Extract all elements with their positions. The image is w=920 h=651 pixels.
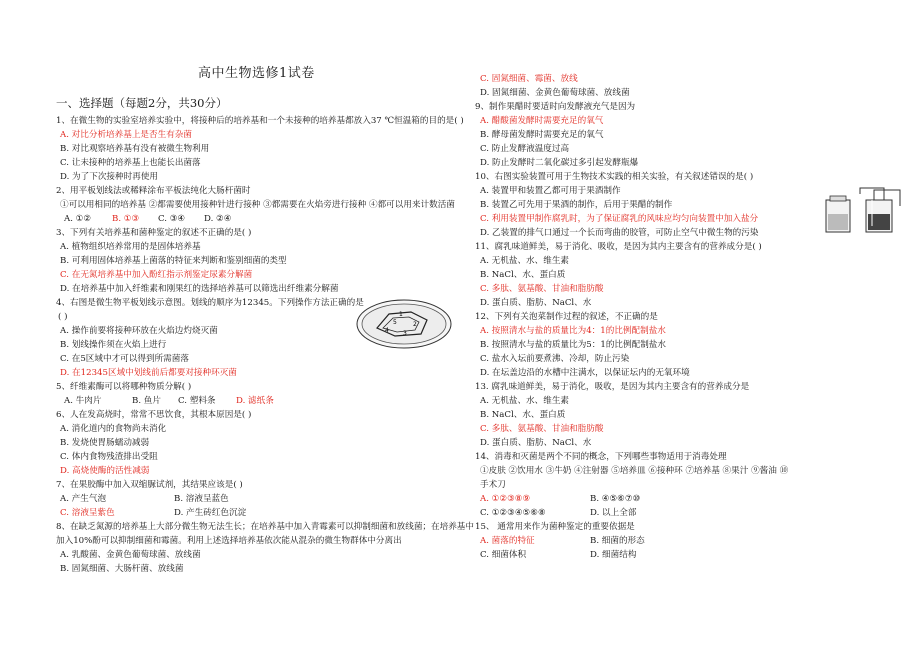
q10-option-b: B. 装置乙可先用于果酒的制作，后用于果醋的制作 (480, 200, 673, 210)
q7-option-c: C. 溶液呈紫色 (60, 508, 115, 518)
q6-stem: 6、人在发高烧时，常常不思饮食，其根本原因是( ) (56, 410, 252, 420)
q8-option-b: B. 固氮细菌、大肠杆菌、放线菌 (60, 564, 184, 574)
q5-option-a: A. 牛肉片 (64, 396, 102, 406)
q4-option-d: D. 在12345区域中划线前后都要对接种环灭菌 (60, 368, 237, 378)
q2-option-b: B. ①③ (112, 214, 140, 224)
q1-option-c: C. 让未接种的培养基上也能长出菌落 (60, 158, 201, 168)
section-heading: 一、选择题（每题2分，共30分） (56, 96, 228, 110)
q6-option-a: A. 消化道内的食物尚未消化 (60, 424, 167, 434)
page-title: 高中生物选修1试卷 (198, 66, 315, 81)
q6-option-d: D. 高烧使酶的活性减弱 (60, 466, 150, 476)
q12-option-b: B. 按照清水与盐的质量比为5：1的比例配制盐水 (480, 340, 666, 350)
q9-option-c: C. 防止发酵液温度过高 (480, 144, 570, 154)
q13-option-b: B. NaCl、水、蛋白质 (480, 410, 566, 420)
q8-option-d: D. 固氮细菌、金黄色葡萄球菌、放线菌 (480, 88, 630, 98)
fermentation-apparatus-figure (822, 186, 906, 236)
q8-stem-2: 加入10%酚可以抑制细菌和霉菌。利用上述选择培养基依次能从混杂的微生物群体中分离出 (56, 536, 402, 546)
bottle-jia-lid (830, 196, 846, 201)
q10-option-c: C. 利用装置甲制作腐乳时，为了保证腐乳的风味应均匀向装置中加入盐分 (480, 214, 759, 224)
q5-option-c: C. 塑料条 (178, 396, 216, 406)
q11-option-c: C. 多肽、氨基酸、甘油和脂肪酸 (480, 284, 604, 294)
q1-option-b: B. 对比观察培养基有没有被微生物利用 (60, 144, 210, 154)
q6-option-b: B. 发烧使胃肠蠕动减弱 (60, 438, 150, 448)
q9-option-b: B. 酵母菌发酵时需要充足的氧气 (480, 130, 604, 140)
q11-option-a: A. 无机盐、水、维生素 (480, 256, 570, 266)
q9-stem: 9、制作果醋时要适时向发酵液充气是因为 (475, 102, 636, 112)
q13-option-d: D. 蛋白质、脂肪、NaCl、水 (480, 438, 592, 448)
q2-statements: ①可以用相同的培养基 ②都需要使用接种针进行接种 ③都需要在火焰旁进行接种 ④都可以用来计数活菌 (60, 200, 455, 210)
q4-option-a: A. 操作前要将接种环放在火焰边灼烧灭菌 (60, 326, 218, 336)
q4-option-c: C. 在5区域中才可以得到所需菌落 (60, 354, 189, 364)
q13-option-c: C. 多肽、氨基酸、甘油和脂肪酸 (480, 424, 604, 434)
q5-option-b: B. 鱼片 (132, 396, 161, 406)
q14-items: ①皮肤 ②饮用水 ③牛奶 ④注射器 ⑤培养皿 ⑥接种环 ⑦培养基 ⑧果汁 ⑨酱油 ⑩ (480, 466, 789, 476)
q2-option-a: A. ①② (64, 214, 92, 224)
q4-paren: ( ) (58, 312, 68, 322)
q11-stem: 11、腐乳味道鲜美，易于消化、吸收，是因为其内主要含有的营养成分是( ) (475, 242, 762, 252)
q14-option-d: D. 以上全部 (590, 508, 637, 518)
region-label-3: 3 (403, 330, 407, 337)
q15-option-a: A. 菌落的特征 (480, 536, 535, 546)
q4-stem: 4、右图是微生物平板划线示意图。划线的顺序为12345。下列操作方法正确的是 (56, 298, 364, 308)
q1-option-a: A. 对比分析培养基上是否生有杂菌 (60, 130, 192, 140)
q10-option-a: A. 装置甲和装置乙都可用于果酒制作 (480, 186, 621, 196)
q12-stem: 12、下列有关泡菜制作过程的叙述，不正确的是 (475, 312, 658, 322)
q9-option-a: A. 醋酸菌发酵时需要充足的氧气 (480, 116, 604, 126)
q1-option-d: D. 为了下次接种时再使用 (60, 172, 158, 182)
q7-stem: 7、在果胶酶中加入双缩脲试剂，其结果应该是( ) (56, 480, 243, 490)
q3-option-b: B. 可利用固体培养基上菌落的特征来判断和鉴别细菌的类型 (60, 256, 287, 266)
region-label-2: 2 (413, 321, 417, 328)
q6-option-c: C. 体内食物残渣排出受阻 (60, 452, 158, 462)
region-label-4: 4 (385, 327, 389, 334)
q13-stem: 13. 腐乳味道鲜美，易于消化，吸收，是因为其内主要含有的营养成分是 (475, 382, 750, 392)
q2-stem: 2、用平板划线法或稀释涂布平板法纯化大肠杆菌时 (56, 186, 251, 196)
region-label-5: 5 (393, 319, 397, 326)
q7-option-a: A. 产生气泡 (60, 494, 107, 504)
q14-option-c: C. ①②③④⑤⑥⑧ (480, 508, 546, 518)
q3-option-c: C. 在无氮培养基中加入酚红指示剂鉴定尿素分解菌 (60, 270, 253, 280)
bottle-yi-liquid (868, 214, 890, 230)
q13-option-a: A. 无机盐、水、维生素 (480, 396, 570, 406)
q8-option-c: C. 固氮细菌、霉菌、放线 (480, 74, 578, 84)
q5-option-d: D. 滤纸条 (236, 396, 274, 406)
q11-option-d: D. 蛋白质、脂肪、NaCl、水 (480, 298, 592, 308)
streak-plate-figure (355, 298, 453, 350)
petri-dish-inner (362, 304, 446, 344)
q8-stem-1: 8、在缺乏氮源的培养基上大部分微生物无法生长；在培养基中加入青霉素可以抑制细菌和放线菌；在培养基中 (56, 522, 474, 532)
q1-stem: 1、在微生物的实验室培养实验中，将接种后的培养基和一个未接种的培养基都放入37 ℃恒温箱的目的是( ) (56, 116, 464, 126)
q4-option-b: B. 划线操作须在火焰上进行 (60, 340, 167, 350)
q11-option-b: B. NaCl、水、蛋白质 (480, 270, 566, 280)
q15-option-b: B. 细菌的形态 (590, 536, 645, 546)
q12-option-d: D. 在坛盖边沿的水槽中注满水，以保证坛内的无氧环境 (480, 368, 690, 378)
q15-option-c: C. 细菌体积 (480, 550, 527, 560)
q14-option-b: B. ④⑤⑥⑦⑩ (590, 494, 641, 504)
q7-option-b: B. 溶液呈蓝色 (174, 494, 229, 504)
q2-option-d: D. ②④ (204, 214, 232, 224)
q3-stem: 3、下列有关培养基和菌种鉴定的叙述不正确的是( ) (56, 228, 252, 238)
bottle-jia-liquid (828, 214, 848, 230)
q2-option-c: C. ③④ (158, 214, 186, 224)
q15-stem: 15、 通常用来作为菌种鉴定的重要依据是 (475, 522, 635, 532)
q3-option-d: D. 在培养基中加入纤维素和刚果红的选择培养基可以筛选出纤维素分解菌 (60, 284, 339, 294)
q15-option-d: D. 细菌结构 (590, 550, 637, 560)
q5-stem: 5、纤维素酶可以将哪种物质分解( ) (56, 382, 192, 392)
q3-option-a: A. 植物组织培养常用的是固体培养基 (60, 242, 201, 252)
q14-option-a: A. ①②③⑧⑨ (480, 494, 531, 504)
region-label-1: 1 (399, 311, 403, 318)
q14-stem: 14、消毒和灭菌是两个不同的概念，下列哪些事物适用于消毒处理 (475, 452, 727, 462)
q12-option-c: C. 盐水入坛前要煮沸、冷却，防止污染 (480, 354, 630, 364)
q10-stem: 10、右图实验装置可用于生物技术实践的相关实验，有关叙述错误的是( ) (475, 172, 754, 182)
q12-option-a: A. 按照清水与盐的质量比为4：1的比例配制盐水 (480, 326, 666, 336)
q9-option-d: D. 防止发酵时二氧化碳过多引起发酵瓶爆 (480, 158, 639, 168)
q14-items-cont: 手术刀 (480, 480, 506, 490)
q8-option-a: A. 乳酸菌、金黄色葡萄球菌、放线菌 (60, 550, 201, 560)
q7-option-d: D. 产生砖红色沉淀 (174, 508, 247, 518)
q10-option-d: D. 乙装置的排气口通过一个长而弯曲的胶管，可防止空气中微生物的污染 (480, 228, 759, 238)
